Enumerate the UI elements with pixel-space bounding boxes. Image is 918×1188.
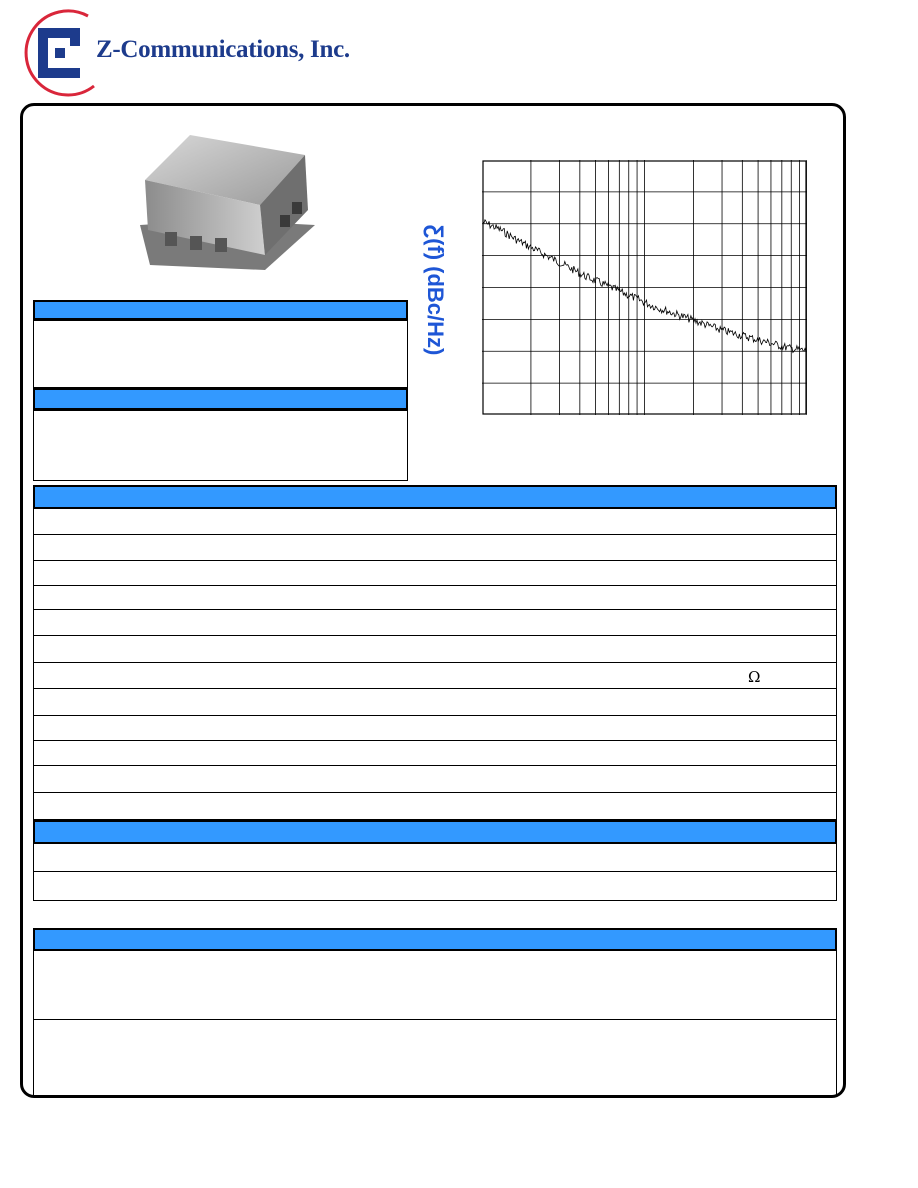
table-row bbox=[33, 535, 837, 561]
section-header-bar bbox=[33, 388, 408, 410]
section-header-bar bbox=[33, 928, 837, 951]
table-row bbox=[33, 716, 837, 741]
section-header-bar bbox=[33, 300, 408, 320]
table-row bbox=[33, 586, 837, 610]
table-row bbox=[33, 689, 837, 716]
table-row bbox=[33, 663, 837, 689]
section-body bbox=[33, 320, 408, 388]
y-axis-label: Ƹ(f) (dBc/Hz) bbox=[423, 224, 449, 356]
table-row bbox=[33, 509, 837, 535]
table-row bbox=[33, 636, 837, 663]
section-body bbox=[33, 410, 408, 481]
table-row bbox=[33, 741, 837, 766]
table-row bbox=[33, 793, 837, 820]
table-row bbox=[33, 766, 837, 793]
table-row bbox=[33, 844, 837, 872]
chart-grid bbox=[482, 160, 807, 415]
phase-noise-chart bbox=[482, 160, 807, 415]
section-body bbox=[33, 950, 837, 1020]
table-subheader-bar bbox=[33, 820, 837, 844]
table-row bbox=[33, 872, 837, 901]
ohm-symbol: Ω bbox=[748, 668, 761, 686]
table-row bbox=[33, 561, 837, 586]
section-body bbox=[33, 1019, 837, 1096]
table-header-bar bbox=[33, 485, 837, 509]
table-row bbox=[33, 610, 837, 636]
product-photo bbox=[130, 130, 330, 275]
y-axis-label-box bbox=[412, 200, 456, 380]
company-name: Z-Communications, Inc. bbox=[96, 36, 350, 63]
